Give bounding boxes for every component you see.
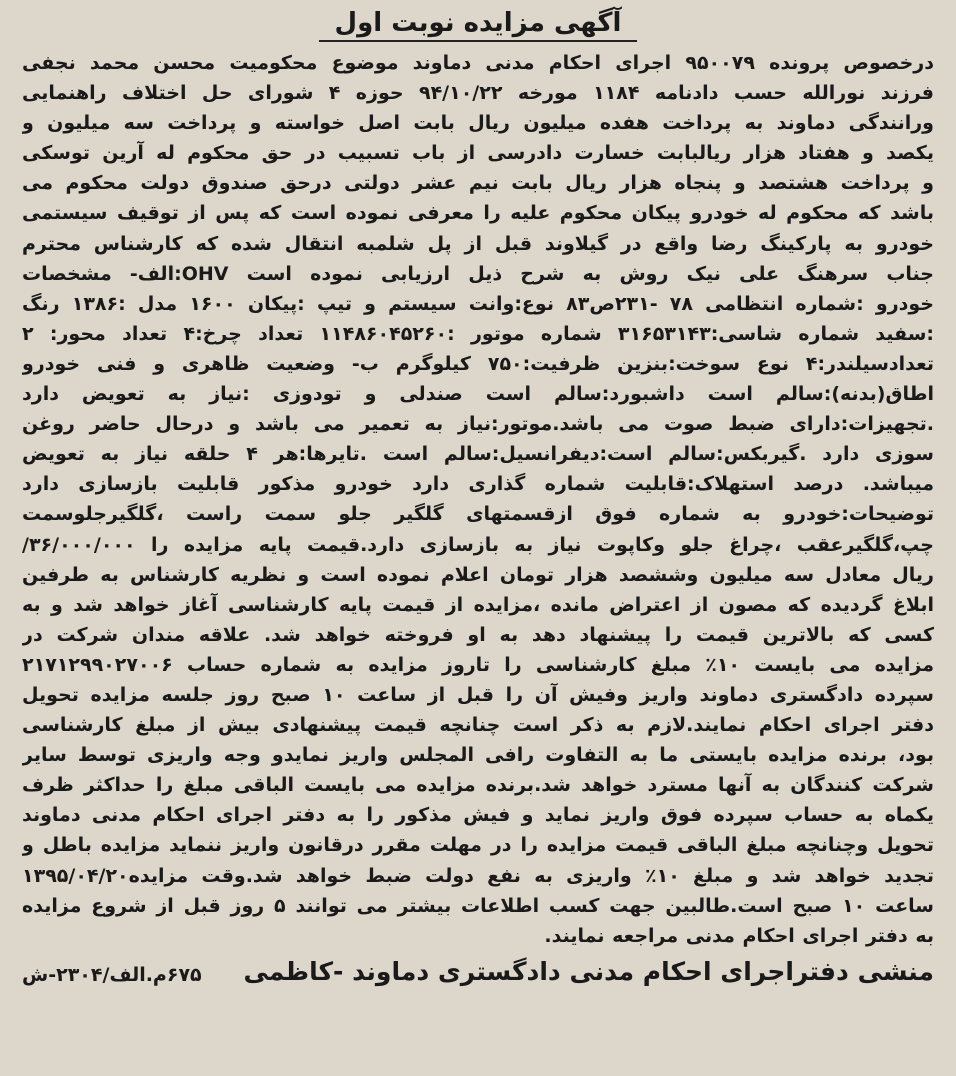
notice-line: توضیحات:خودرو به شماره فوق ازقسمتهای گلگیر جلو سمت راست ،گلگیرجلوسمت	[22, 503, 934, 526]
notice-line: ورانندگی دماوند به پرداخت هفده میلیون ریال بابت اصل خواسته و پرداخت سه میلیون و	[22, 112, 934, 135]
notice-title: آگهی مزایده نوبت اول	[319, 6, 638, 42]
title-container	[22, 6, 934, 46]
notice-line: ابلاغ گردیده که مصون از اعتراض مانده ،مزایده از قیمت پایه کارشناسی آغاز خواهد شد و به	[22, 593, 934, 616]
notice-line: فرزند نورالله حسب دادنامه ۱۱۸۴ مورخه ۹۴/۱۰/۲۲ حوزه ۴ شورای حل اختلاف راهنمایی	[22, 82, 934, 105]
notice-line: مزایده می بایست ۱۰٪ مبلغ کارشناسی را تاروز مزایده به شماره حساب ۲۱۷۱۲۹۹۰۲۷۰۰۶	[22, 653, 934, 676]
notice-line: بود، برنده مزایده بایستی ما به التفاوت رافی المجلس واریز نمایدو وجه واریزی توسط سایر	[22, 744, 934, 767]
notice-line: تجدید خواهد شد و مبلغ ۱۰٪ واریزی به نفع دولت ضبط خواهد شد.وقت مزایده۱۳۹۵/۰۴/۲۰	[22, 864, 934, 887]
notice-line: چپ،گلگیرعقب ،چراغ جلو وکاپوت نیاز به بازسازی دارد.قیمت پایه مزایده را ۳۶/۰۰۰/۰۰۰/	[22, 533, 934, 556]
notice-line: و پرداخت هشتصد و پنجاه هزار ریال بابت نیم عشر دولتی درحق صندوق دولت محکوم می	[22, 172, 934, 195]
notice-line: باشد که محکوم له خودرو پیکان محکوم علیه را معرفی نموده است که پس از توقیف سیستمی	[22, 202, 934, 225]
notice-line: درخصوص پرونده ۹۵۰۰۷۹ اجرای احکام مدنی دماوند موضوع محکومیت محسن محمد نجفی	[22, 52, 934, 74]
signature-row	[22, 957, 934, 986]
notice-line: ساعت ۱۰ صبح است.طالبین جهت کسب اطلاعات بیشتر می توانند ۵ روز قبل از شروع مزایده	[22, 894, 934, 917]
notice-line: ریال معادل سه میلیون وششصد هزار تومان اعلام نموده است و نظریه کارشناس به طرفین	[22, 563, 934, 586]
notice-line: خودرو :شماره انتظامی ۷۸ -۲۳۱ص۸۳ نوع:وانت سیستم و تیپ :پیکان ۱۶۰۰ مدل :۱۳۸۶ رنگ	[22, 292, 934, 315]
notice-line: .تجهیزات:دارای ضبط صوت می باشد.موتور:نیاز به تعمیر می باشد و درحال حاضر روغن	[22, 413, 934, 436]
notice-body	[22, 48, 934, 951]
notice-line: جناب سرهنگ علی نیک روش به شرح ذیل ارزیابی نموده است OHV:الف- مشخصات	[22, 262, 934, 285]
signature: منشی دفتراجرای احکام مدنی دادگستری دماوند -کاظمی	[243, 956, 934, 986]
notice-line: دفتر اجرای احکام نمایند.لازم به ذکر است چنانچه قیمت پیشنهادی بیش از مبلغ کارشناسی	[22, 714, 934, 737]
notice-line: تعدادسیلندر:۴ نوع سوخت:بنزین ظرفیت:۷۵۰ کیلوگرم ب- وضعیت ظاهری و فنی خودرو	[22, 352, 934, 375]
notice-line: یکصد و هفتاد هزار ریالبابت خسارت دادرسی از باب تسبیب در حق محکوم له آرین توسکی	[22, 142, 934, 165]
notice-line: تحویل وچنانچه مبلغ الباقی قیمت مزایده را در مهلت مقرر درقانون واریز ننماید مزایده باطل و	[22, 834, 934, 857]
notice-line: سوزی دارد .گیربکس:سالم است:دیفرانسیل:سالم است .تایرها:هر ۴ حلقه نیاز به تعویض	[22, 443, 934, 466]
notice-line: سپرده دادگستری دماوند واریز وفیش آن را قبل از ساعت ۱۰ صبح روز جلسه مزایده تحویل	[22, 683, 934, 706]
notice-code: ۶۷۵م.الف/۲۳۰۴-ش	[22, 963, 202, 986]
notice-line: :سفید شماره شاسی:۳۱۶۵۳۱۴۳ شماره موتور :۱۱۴۸۶۰۴۵۲۶۰ تعداد چرخ:۴ تعداد محور: ۲	[22, 322, 934, 345]
notice-line: اطاق(بدنه):سالم است داشبورد:سالم است صندلی و تودوزی :نیاز به تعویض دارد	[22, 383, 934, 406]
notice-line: شرکت کنندگان به آنها مسترد خواهد شد.برنده مزایده می بایست الباقی مبلغ را حداکثر ظرف	[22, 774, 934, 797]
notice-line: کسی که بالاترین قیمت را پیشنهاد دهد به او فروخته خواهد شد. علاقه مندان شرکت در	[22, 623, 934, 646]
notice-line: به دفتر اجرای احکام مدنی مراجعه نمایند.	[544, 924, 934, 947]
notice-line: میباشد. درصد استهلاک:قابلیت شماره گذاری دارد خودرو مذکور قابلیت بازسازی دارد	[22, 473, 934, 496]
notice-line: یکماه به حساب سپرده فوق واریز نماید و فیش مذکور را به دفتر اجرای احکام مدنی دماوند	[22, 804, 934, 827]
notice-line: خودرو به پارکینگ رضا واقع در گیلاوند قبل از پل شلمبه انتقال شده که کارشناس محترم	[22, 232, 934, 255]
